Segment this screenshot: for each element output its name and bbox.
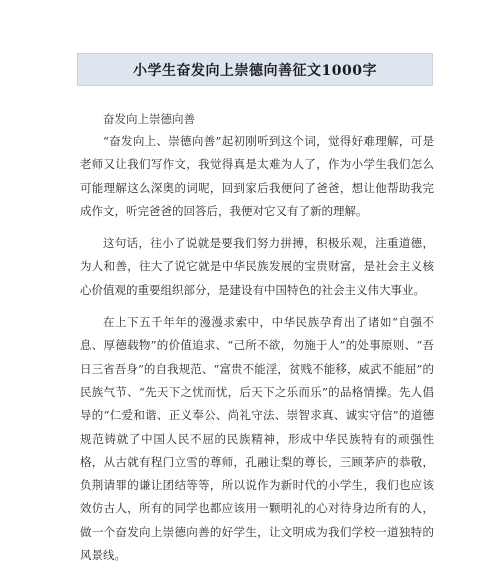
paragraph: 这句话，往小了说就是要我们努力拼搏，积极乐观，注重道德，为人和善，往大了说它就是中华民族发展的宝贵财富，是社会主义核心价值观的重要组织部分，是建设有中国特色的社会主义伟大事业。 (80, 236, 434, 297)
document-subtitle: 奋发向上崇德向善 (103, 112, 195, 126)
document-body (80, 130, 434, 565)
paragraph: 在上下五千年年的漫漫求索中，中华民族孕育出了诸如“自强不息、厚德载物”的价值追求、“己所不欲，勿施于人”的处事原则、“吾日三省吾身”的自我规范、“富贵不能淫，贫贱不能移，威武不能屈”的民族气节、“先天下之忧而忧，后天下之乐而乐”的品格情操。先人倡导的“仁爱和谐、正义奉公、尚礼守法、崇智求真、诚实守信”的道德规范铸就了中国人民不屈的民族精神，形成中华民族特有的顽强性格，从古就有程门立雪的尊师，孔融让梨的尊长，三顾茅庐的恭敬，负荆请罪的谦让团结等等，所以说作为新时代的小学生，我们也应该效仿古人，所有的同学也都应该用一颗明礼的心对待身边所有的人，做一个奋发向上崇德向善的好学生，让文明成为我们学校一道独特的风景线。 (80, 315, 434, 563)
paragraph: “奋发向上、崇德向善”起初刚听到这个词，觉得好难理解，可是老师又让我们写作文，我觉得真是太难为人了，作为小学生我们怎么可能理解这么深奥的词呢，回到家后我便问了爸爸，想让他帮助我完成作文，听完爸爸的回答后，我便对它又有了新的理解。 (80, 134, 434, 218)
title-banner (77, 53, 433, 86)
document-title: 小学生奋发向上崇德向善征文1000字 (133, 62, 377, 79)
